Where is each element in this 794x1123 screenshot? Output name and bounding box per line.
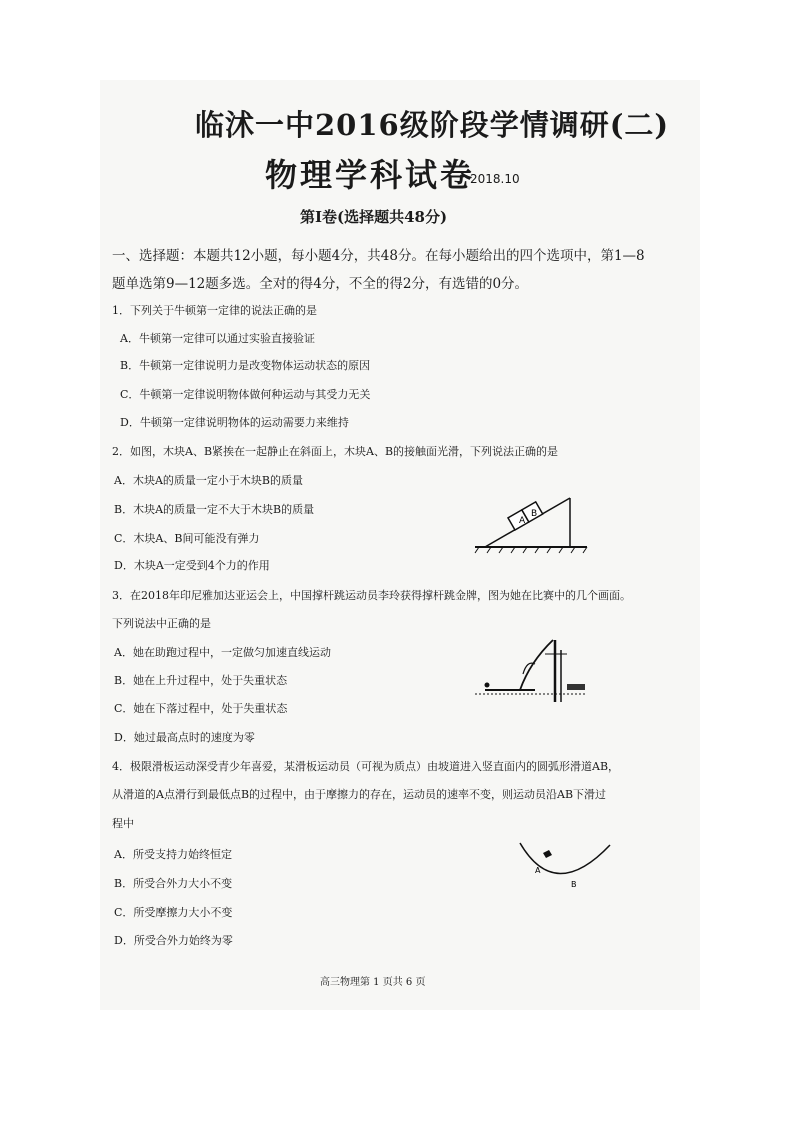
exam-title: 临沭一中2016级阶段学情调研(二) [195, 108, 670, 142]
incline-figure [475, 490, 595, 555]
arc-track-figure [515, 833, 615, 893]
incline-label-b: B [531, 509, 538, 519]
page-footer: 高三物理第 1 页共 6 页 [320, 977, 426, 988]
pole-vault-figure [475, 632, 595, 712]
q3-option-c: C．她在下落过程中，处于失重状态 [114, 702, 288, 715]
q4-stem: 4．极限滑板运动深受青少年喜爱，某滑板运动员（可视为质点）由坡道进入竖直面内的圆弧形滑道AB， [112, 760, 620, 773]
q3-option-b: B．她在上升过程中，处于失重状态 [114, 674, 288, 687]
q2-option-a: A．木块A的质量一定小于木块B的质量 [114, 474, 303, 487]
q4-option-c: C．所受摩擦力大小不变 [114, 906, 233, 919]
q1-option-d: D．牛顿第一定律说明物体的运动需要力来维持 [120, 416, 349, 429]
q3-option-d: D．她过最高点时的速度为零 [114, 731, 255, 744]
q4-option-a: A．所受支持力始终恒定 [114, 848, 232, 861]
q3-option-a: A．她在助跑过程中，一定做匀加速直线运动 [114, 646, 331, 659]
q1-option-b: B．牛顿第一定律说明力是改变物体运动状态的原因 [120, 359, 371, 372]
arc-label-a: A [535, 866, 541, 875]
incline-label-a: A [519, 516, 526, 526]
q4-stem-line2: 从滑道的A点滑行到最低点B的过程中，由于摩擦力的存在，运动员的速率不变，则运动员沿AB下滑过 [112, 788, 607, 801]
q2-option-d: D．木块A一定受到4个力的作用 [114, 559, 270, 572]
q4-stem-line3: 程中 [112, 817, 134, 830]
q2-option-c: C．木块A、B间可能没有弹力 [114, 532, 260, 545]
q3-stem: 3．在2018年印尼雅加达亚运会上，中国撑杆跳运动员李玲获得撑杆跳金牌，图为她在比赛中的几个画面。 [112, 589, 631, 602]
q2-stem: 2．如图，木块A、B紧挨在一起静止在斜面上，木块A、B的接触面光滑，下列说法正确的是 [112, 445, 559, 458]
q2-option-b: B．木块A的质量一定不大于木块B的质量 [114, 503, 315, 516]
part-heading: 第Ⅰ卷(选择题共48分) [300, 208, 448, 226]
arc-label-b: B [571, 880, 577, 889]
section-instructions-line2: 题单选第9—12题多选。全对的得4分，不全的得2分，有选错的0分。 [112, 276, 529, 292]
q4-option-b: B．所受合外力大小不变 [114, 877, 233, 890]
exam-date: 2018.10 [470, 172, 520, 186]
q1-option-c: C．牛顿第一定律说明物体做何种运动与其受力无关 [120, 388, 371, 401]
exam-subtitle: 物理学科试卷 [265, 156, 476, 194]
q1-option-a: A．牛顿第一定律可以通过实验直接验证 [120, 332, 315, 345]
q4-option-d: D．所受合外力始终为零 [114, 934, 233, 947]
q1-stem: 1．下列关于牛顿第一定律的说法正确的是 [112, 304, 317, 317]
q3-stem-line2: 下列说法中正确的是 [112, 617, 211, 630]
section-instructions-line1: 一、选择题：本题共12小题，每小题4分，共48分。在每小题给出的四个选项中，第1—8 [112, 248, 645, 264]
